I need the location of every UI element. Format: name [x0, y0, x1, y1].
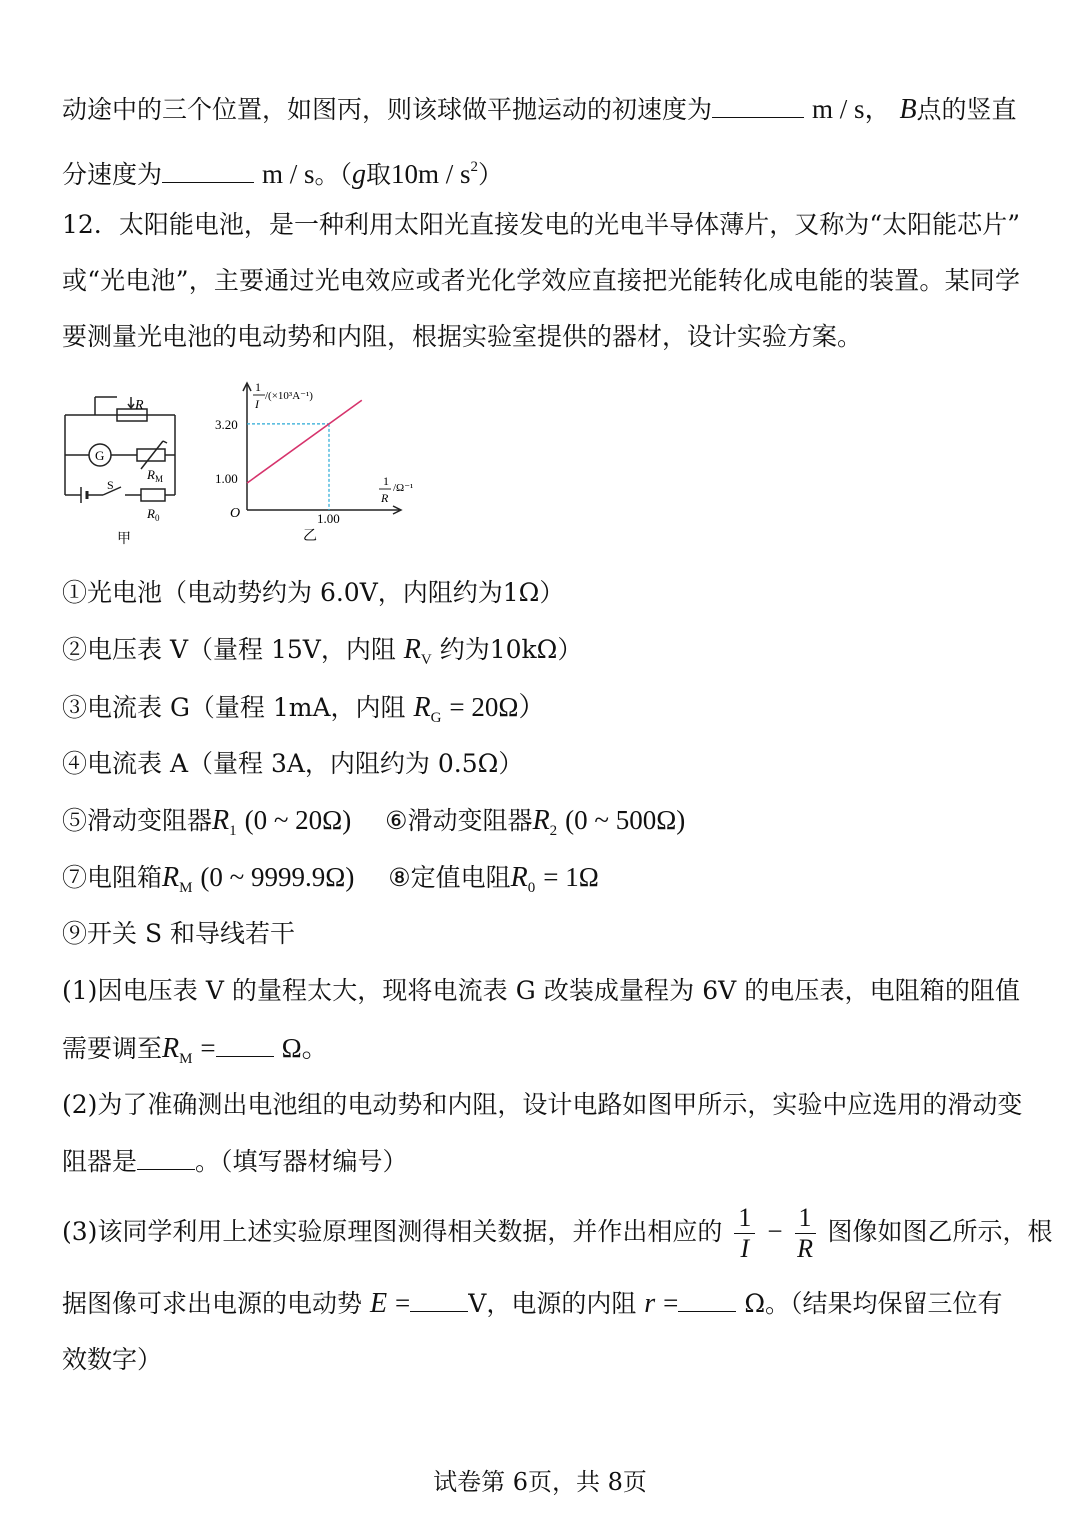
origin-label: O	[230, 506, 241, 521]
label-RM: $R_M$	[147, 467, 163, 484]
equipment-2: ②电压表 V（量程 15V，内阻 $R_V$ 约为10kΩ）	[62, 634, 583, 668]
q12-line-2: 或“光电池”，主要通过光电效应或者光化学效应直接把光能转化成电能的装置。某同学	[62, 266, 1020, 295]
x-label-unit: /Ω⁻¹	[393, 482, 414, 494]
x-label-den: R	[381, 491, 389, 505]
fraction-1-over-R: $\frac{1}{R}$	[795, 1203, 816, 1264]
y-tick-1.00: 1.00	[215, 471, 238, 486]
equipment-4: ④电流表 A（量程 3A，内阻约为 0.5Ω）	[62, 749, 524, 778]
y-label-den: I	[255, 397, 259, 411]
caption-yi: 乙	[303, 529, 317, 544]
chart-yi	[205, 375, 425, 550]
question-3-line-2: 据图像可求出电源的电动势 E = V，电源的内阻 r = Ω。（结果均保留三位有	[62, 1288, 1003, 1319]
label-R: R	[135, 398, 144, 413]
x-tick-1.00: 1.00	[317, 511, 340, 526]
text-line-2: 分速度为 m / s。（g取$10m / s^2$）	[62, 159, 504, 190]
y-tick-3.20: 3.20	[215, 417, 238, 432]
equipment-1: ①光电池（电动势约为 6.0V，内阻约为1Ω）	[62, 578, 565, 607]
var-B: B	[899, 94, 917, 125]
answer-blank-vertical-velocity[interactable]	[162, 158, 254, 183]
x-label-num: 1	[383, 474, 389, 488]
label-R0: $R_0$	[147, 506, 160, 523]
page-footer: 试卷第 6页，共 8页	[433, 1468, 647, 1496]
answer-blank-internal-resistance[interactable]	[678, 1287, 736, 1312]
question-1-line-1: (1)因电压表 V 的量程太大，现将电流表 G 改装成量程为 6V 的电压表，电阻箱的阻值	[62, 976, 1020, 1005]
answer-blank-RM[interactable]	[216, 1032, 274, 1057]
question-2-line-2: 阻器是 。（填写器材编号）	[62, 1147, 408, 1176]
question-3-line-3: 效数字）	[62, 1345, 163, 1374]
unit-mps: m / s，	[811, 94, 892, 124]
equipment-7-8: ⑦电阻箱$R_M$ (0 ~ 9999.9Ω) ⑧定值电阻$R_0 = 1\Omega$	[62, 862, 599, 896]
question-3-line-1: (3)该同学利用上述实验原理图测得相关数据，并作出相应的 $\frac{1}{I}$ − $\frac{1}{R}$ 图像如图乙所示，根	[62, 1203, 1053, 1263]
question-1-line-2: 需要调至$R_M = \Omega$。	[62, 1033, 329, 1067]
answer-blank-rheostat[interactable]	[137, 1145, 195, 1170]
label-G: G	[95, 448, 105, 463]
y-label-num: 1	[255, 380, 261, 394]
equipment-5-6: ⑤滑动变阻器$R_1$ (0 ~ 20Ω) ⑥滑动变阻器$R_2$ (0 ~ 500Ω)	[62, 805, 686, 839]
answer-blank-initial-velocity[interactable]	[712, 93, 804, 118]
line1-text: 动途中的三个位置，如图丙，则该球做平抛运动的初速度为	[62, 95, 713, 124]
q12-line-3: 要测量光电池的电动势和内阻，根据实验室提供的器材，设计实验方案。	[62, 322, 863, 351]
series-line	[247, 400, 362, 483]
label-S: S	[107, 478, 114, 492]
q12-line-1: 12．太阳能电池，是一种利用太阳光直接发电的光电半导体薄片，又称为“太阳能芯片”	[62, 210, 1020, 239]
caption-jia: 甲	[117, 532, 131, 547]
y-label-unit: /(×10³A⁻¹)	[265, 390, 313, 402]
text-line-1: 动途中的三个位置，如图丙，则该球做平抛运动的初速度为 m / s， B点的竖直	[62, 94, 1017, 125]
equipment-9: ⑨开关 S 和导线若干	[62, 919, 296, 948]
circuit-diagram-jia	[55, 385, 205, 550]
equipment-3: ③电流表 G（量程 1mA，内阻 $R_G = 20\Omega$）	[62, 692, 546, 726]
question-2-line-1: (2)为了准确测出电池组的电动势和内阻，设计电路如图甲所示，实验中应选用的滑动变	[62, 1090, 1023, 1119]
fraction-1-over-I: $\frac{1}{I}$	[734, 1203, 755, 1264]
answer-blank-emf[interactable]	[410, 1287, 468, 1312]
